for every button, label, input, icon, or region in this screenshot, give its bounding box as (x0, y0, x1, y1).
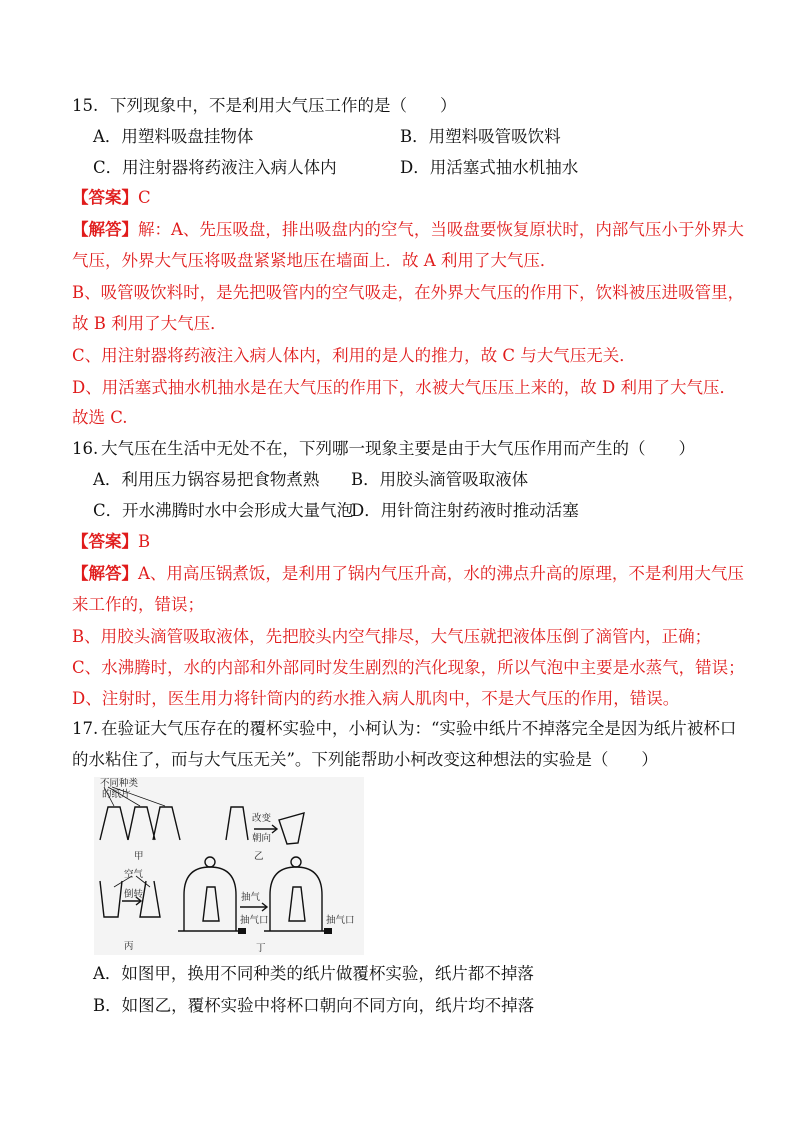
answer-value: B (138, 532, 151, 551)
q17-option-b (93, 995, 534, 1017)
option-text: 用针筒注射药液时推动活塞 (380, 501, 579, 520)
experiment-figure (94, 777, 364, 955)
q15-number: 15. (72, 96, 99, 115)
cup-icon (153, 807, 180, 840)
q16-option-c (93, 500, 353, 522)
label-yi: 乙 (254, 851, 264, 862)
analysis-text: A、用高压锅煮饭，是利用了锅内气压升高，水的沸点升高的原理，不是利用大气压 (138, 564, 744, 583)
label-jia: 甲 (134, 851, 144, 862)
analysis-tag: 【解答】 (72, 220, 138, 239)
answer-value: C (138, 188, 151, 207)
analysis-text: 解：A、先压吸盘，排出吸盘内的空气，当吸盘要恢复原状时，内部气压小于外界大 (138, 220, 744, 239)
label-papers-2: 的纸片 (102, 789, 131, 800)
label-pump: 抽气 (241, 892, 261, 903)
outlet-block (238, 928, 246, 934)
option-text: 利用压力锅容易把食物煮熟 (121, 470, 320, 489)
option-label: B． (93, 996, 122, 1015)
q15-analysis-line-1 (72, 219, 744, 241)
label-outlet-2: 抽气口 (326, 915, 355, 926)
q16-number: 16. (72, 439, 99, 458)
q15-analysis-line-6: D、用活塞式抽水机抽水是在大气压的作用下，水被大气压压上来的，故 D 利用了大气压． (72, 378, 736, 397)
q15-stem: 下列现象中，不是利用大气压工作的是（ ） (110, 96, 457, 115)
q17-stem-line-1 (72, 718, 736, 740)
q16-option-d (351, 500, 579, 522)
knob-icon (291, 857, 301, 867)
option-text: 如图甲，换用不同种类的纸片做覆杯实验，纸片都不掉落 (121, 964, 534, 983)
option-label: D． (400, 158, 430, 177)
q15-analysis-line-2: 气压，外界大气压将吸盘紧紧地压在墙面上．故 A 利用了大气压． (72, 251, 557, 270)
q15-analysis-line-4: 故 B 利用了大气压． (72, 314, 227, 333)
label-flip: 倒转 (124, 889, 144, 900)
label-change-2: 朝向 (252, 833, 272, 844)
cup-icon (128, 807, 155, 840)
q15-option-a (93, 126, 253, 148)
experiment-diagram (94, 777, 364, 955)
option-label: A． (93, 127, 122, 146)
q17-stem-line-2: 的水粘住了，而与大气压无关”。下列能帮助小柯改变这种想法的实验是（ ） (72, 750, 658, 769)
q15-stem-line (72, 95, 457, 117)
option-label: B． (400, 127, 429, 146)
label-air: 空气 (124, 869, 144, 880)
option-label: A． (93, 470, 122, 489)
option-text: 用活塞式抽水机抽水 (429, 158, 579, 177)
outlet-block (324, 928, 332, 934)
label-papers-1: 不同种类 (100, 778, 139, 789)
q16-analysis-line-2: 来工作的，错误； (72, 595, 204, 614)
cup-icon (100, 807, 128, 840)
q17-stem-1: 在验证大气压存在的覆杯实验中，小柯认为：“实验中纸片不掉落完全是因为纸片被杯口 (101, 719, 737, 738)
answer-tag: 【答案】 (72, 188, 138, 207)
label-change-1: 改变 (252, 813, 272, 824)
q16-analysis-line-4: C、水沸腾时，水的内部和外部同时发生剧烈的汽化现象，所以气泡中主要是水蒸气，错误； (72, 658, 745, 677)
q15-analysis-line-3: B、吸管吸饮料时，是先把吸管内的空气吸走，在外界大气压的作用下，饮料被压进吸管里， (72, 283, 745, 302)
q15-option-b (400, 126, 561, 148)
label-outlet: 抽气口 (240, 915, 269, 926)
option-label: C． (93, 158, 123, 177)
option-label: B． (351, 470, 380, 489)
q16-option-b (351, 469, 528, 491)
q15-analysis-line-5: C、用注射器将药液注入病人体内，利用的是人的推力，故 C 与大气压无关． (72, 346, 636, 365)
option-text: 开水沸腾时水中会形成大量气泡 (122, 501, 354, 520)
option-label: D． (351, 501, 381, 520)
option-label: C． (93, 501, 123, 520)
q15-option-c (93, 157, 337, 179)
q16-analysis-line-3: B、用胶头滴管吸取液体，先把胶头内空气排尽，大气压就把液体压倒了滴管内，正确； (72, 627, 712, 646)
option-text: 用注射器将药液注入病人体内 (122, 158, 337, 177)
cup-icon (226, 807, 248, 840)
q15-analysis-line-7: 故选 C. (72, 408, 128, 427)
option-text: 用塑料吸管吸饮料 (428, 127, 561, 146)
analysis-tag: 【解答】 (72, 564, 138, 583)
q15-answer (72, 187, 151, 209)
q16-analysis-line-1 (72, 563, 744, 585)
cup-icon (289, 887, 305, 921)
cup-icon (100, 881, 122, 917)
q15-option-d (400, 157, 578, 179)
knob-icon (205, 857, 215, 867)
label-bing: 丙 (124, 941, 134, 952)
option-text: 用胶头滴管吸取液体 (379, 470, 529, 489)
option-text: 如图乙，覆杯实验中将杯口朝向不同方向，纸片均不掉落 (121, 996, 535, 1015)
q16-stem-line (72, 438, 695, 460)
q16-stem: 大气压在生活中无处不在，下列哪一现象主要是由于大气压作用而产生的（ ） (101, 439, 695, 458)
q16-option-a (93, 469, 319, 491)
tilted-cup-icon (279, 813, 304, 844)
q17-number: 17. (72, 719, 99, 738)
answer-tag: 【答案】 (72, 532, 138, 551)
option-label: A． (93, 964, 122, 983)
q17-option-a (93, 963, 534, 985)
q16-answer (72, 531, 150, 553)
label-ding: 丁 (256, 943, 266, 954)
option-text: 用塑料吸盘挂物体 (121, 127, 254, 146)
q16-analysis-line-5: D、注射时，医生用力将针筒内的药水推入病人肌肉中，不是大气压的作用，错误。 (72, 689, 680, 708)
cup-icon (203, 887, 219, 921)
